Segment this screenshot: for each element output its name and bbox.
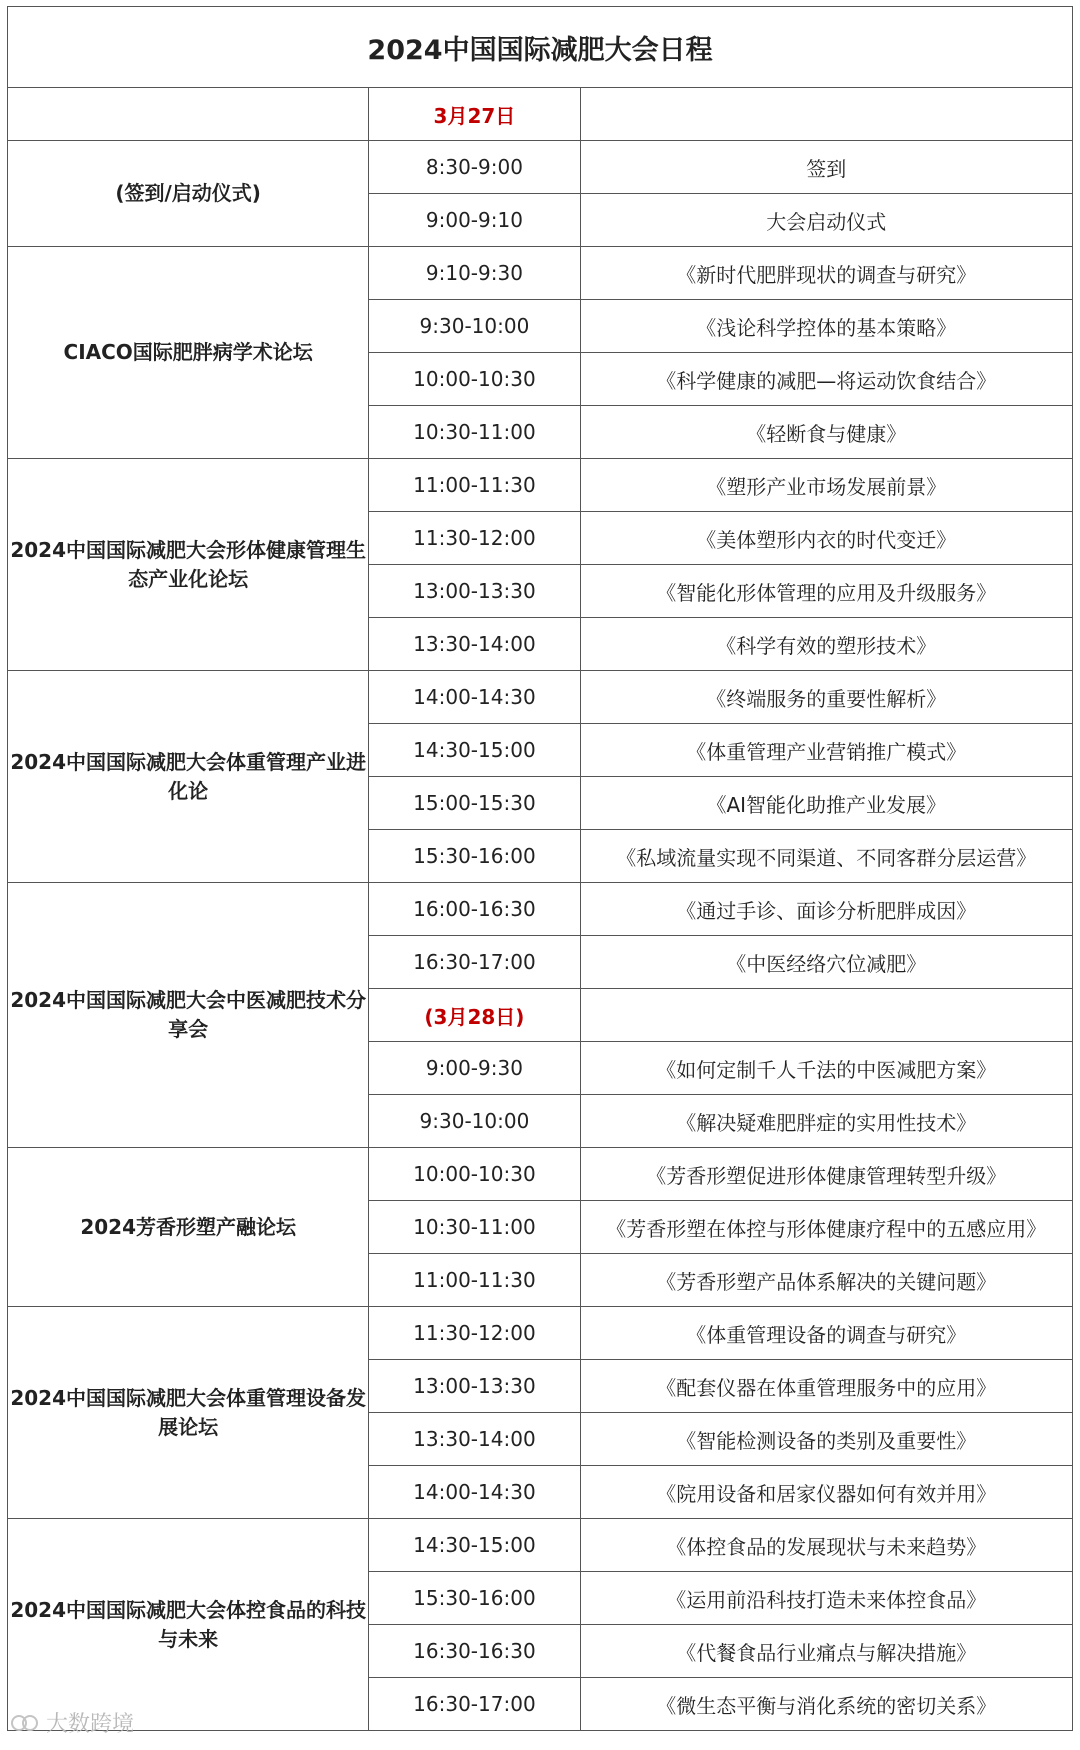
topic-cell: 《体重管理设备的调查与研究》 xyxy=(580,1307,1072,1360)
time-cell: 14:30-15:00 xyxy=(369,1519,580,1572)
table-row xyxy=(8,1307,1073,1360)
section-label: 2024中国国际减肥大会体控食品的科技与未来 xyxy=(8,1519,369,1731)
section-label: 2024中国国际减肥大会体重管理产业进化论 xyxy=(8,671,369,883)
date-row xyxy=(8,88,1073,141)
table-row xyxy=(8,141,1073,194)
date-label: (3月28日) xyxy=(369,989,580,1042)
topic-cell: 《美体塑形内衣的时代变迁》 xyxy=(580,512,1072,565)
topic-cell: 大会启动仪式 xyxy=(580,194,1072,247)
time-cell: 13:00-13:30 xyxy=(369,565,580,618)
topic-cell: 《智能检测设备的类别及重要性》 xyxy=(580,1413,1072,1466)
topic-cell: 《浅论科学控体的基本策略》 xyxy=(580,300,1072,353)
time-cell: 9:10-9:30 xyxy=(369,247,580,300)
watermark xyxy=(10,1707,134,1738)
time-cell: 14:30-15:00 xyxy=(369,724,580,777)
table-row xyxy=(8,247,1073,300)
topic-cell: 《芳香形塑在体控与形体健康疗程中的五感应用》 xyxy=(580,1201,1072,1254)
time-cell: 13:30-14:00 xyxy=(369,618,580,671)
time-cell: 14:00-14:30 xyxy=(369,671,580,724)
topic-cell: 《芳香形塑促进形体健康管理转型升级》 xyxy=(580,1148,1072,1201)
table-row xyxy=(8,1148,1073,1201)
section-label: 2024中国国际减肥大会体重管理设备发展论坛 xyxy=(8,1307,369,1519)
topic-cell: 《塑形产业市场发展前景》 xyxy=(580,459,1072,512)
section-label: 2024芳香形塑产融论坛 xyxy=(8,1148,369,1307)
time-cell: 9:30-10:00 xyxy=(369,300,580,353)
watermark-logo-icon xyxy=(10,1712,40,1734)
time-cell: 15:30-16:00 xyxy=(369,1572,580,1625)
table-row xyxy=(8,883,1073,936)
topic-cell: 《院用设备和居家仪器如何有效并用》 xyxy=(580,1466,1072,1519)
topic-cell: 《微生态平衡与消化系统的密切关系》 xyxy=(580,1678,1072,1731)
time-cell: 13:30-14:00 xyxy=(369,1413,580,1466)
topic-cell: 《轻断食与健康》 xyxy=(580,406,1072,459)
topic-cell: 《中医经络穴位减肥》 xyxy=(580,936,1072,989)
topic-cell: 《智能化形体管理的应用及升级服务》 xyxy=(580,565,1072,618)
time-cell: 15:00-15:30 xyxy=(369,777,580,830)
section-label: 2024中国国际减肥大会形体健康管理生态产业化论坛 xyxy=(8,459,369,671)
time-cell: 11:30-12:00 xyxy=(369,512,580,565)
topic-cell: 《代餐食品行业痛点与解决措施》 xyxy=(580,1625,1072,1678)
empty-cell xyxy=(8,88,369,141)
time-cell: 10:30-11:00 xyxy=(369,406,580,459)
topic-cell: 《新时代肥胖现状的调查与研究》 xyxy=(580,247,1072,300)
section-label: (签到/启动仪式) xyxy=(8,141,369,247)
section-label: 2024中国国际减肥大会中医减肥技术分享会 xyxy=(8,883,369,1148)
time-cell: 16:30-17:00 xyxy=(369,1678,580,1731)
time-cell: 11:30-12:00 xyxy=(369,1307,580,1360)
empty-cell xyxy=(580,989,1072,1042)
time-cell: 10:30-11:00 xyxy=(369,1201,580,1254)
time-cell: 16:30-16:30 xyxy=(369,1625,580,1678)
watermark-text: 大数跨境 xyxy=(46,1712,135,1737)
time-cell: 10:00-10:30 xyxy=(369,353,580,406)
topic-cell: 《体重管理产业营销推广模式》 xyxy=(580,724,1072,777)
topic-cell: 《科学健康的减肥—将运动饮食结合》 xyxy=(580,353,1072,406)
topic-cell: 《AI智能化助推产业发展》 xyxy=(580,777,1072,830)
topic-cell: 《通过手诊、面诊分析肥胖成因》 xyxy=(580,883,1072,936)
schedule-table xyxy=(7,6,1073,1731)
time-cell: 8:30-9:00 xyxy=(369,141,580,194)
date-label: 3月27日 xyxy=(369,88,580,141)
topic-cell: 《芳香形塑产品体系解决的关键问题》 xyxy=(580,1254,1072,1307)
time-cell: 15:30-16:00 xyxy=(369,830,580,883)
topic-cell: 签到 xyxy=(580,141,1072,194)
time-cell: 10:00-10:30 xyxy=(369,1148,580,1201)
time-cell: 9:00-9:10 xyxy=(369,194,580,247)
topic-cell: 《解决疑难肥胖症的实用性技术》 xyxy=(580,1095,1072,1148)
time-cell: 16:00-16:30 xyxy=(369,883,580,936)
table-row xyxy=(8,1519,1073,1572)
topic-cell: 《运用前沿科技打造未来体控食品》 xyxy=(580,1572,1072,1625)
topic-cell: 《如何定制千人千法的中医减肥方案》 xyxy=(580,1042,1072,1095)
topic-cell: 《私域流量实现不同渠道、不同客群分层运营》 xyxy=(580,830,1072,883)
topic-cell: 《体控食品的发展现状与未来趋势》 xyxy=(580,1519,1072,1572)
table-row xyxy=(8,459,1073,512)
title-row xyxy=(8,7,1073,88)
time-cell: 11:00-11:30 xyxy=(369,1254,580,1307)
topic-cell: 《终端服务的重要性解析》 xyxy=(580,671,1072,724)
table-row xyxy=(8,671,1073,724)
page-title: 2024中国国际减肥大会日程 xyxy=(8,7,1073,88)
time-cell: 9:00-9:30 xyxy=(369,1042,580,1095)
time-cell: 13:00-13:30 xyxy=(369,1360,580,1413)
empty-cell xyxy=(580,88,1072,141)
topic-cell: 《配套仪器在体重管理服务中的应用》 xyxy=(580,1360,1072,1413)
time-cell: 9:30-10:00 xyxy=(369,1095,580,1148)
time-cell: 16:30-17:00 xyxy=(369,936,580,989)
time-cell: 14:00-14:30 xyxy=(369,1466,580,1519)
time-cell: 11:00-11:30 xyxy=(369,459,580,512)
topic-cell: 《科学有效的塑形技术》 xyxy=(580,618,1072,671)
section-label: CIACO国际肥胖病学术论坛 xyxy=(8,247,369,459)
